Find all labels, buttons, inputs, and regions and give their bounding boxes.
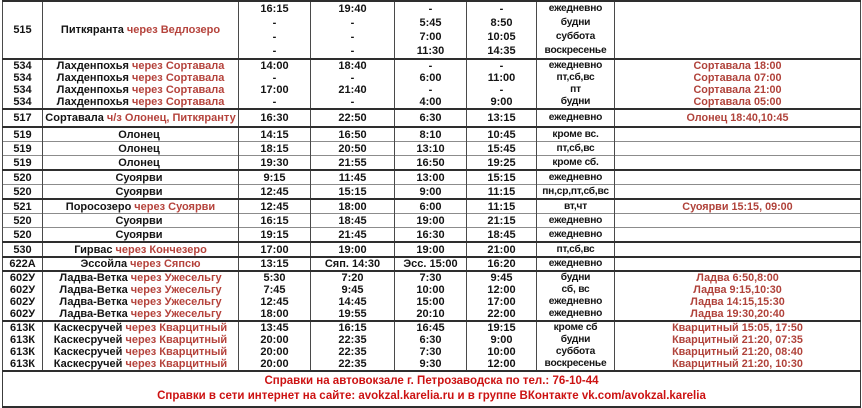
time-return-cell: 19:00 — [395, 242, 467, 257]
route-number-cell: 602У — [3, 296, 43, 308]
schedule-row — [3, 84, 861, 96]
destination-main: Лахденпохья — [56, 84, 129, 96]
route-number-cell: 613К — [3, 334, 43, 346]
route-number-cell: 521 — [3, 199, 43, 214]
route-number-cell: 613К — [3, 346, 43, 358]
route-number-cell: 534 — [3, 96, 43, 109]
days-cell: будни — [537, 16, 615, 30]
days-cell: пт,сб,вс — [537, 242, 615, 257]
time-depart-cell: - — [239, 30, 311, 44]
time-arrive-cell: 21:40 — [311, 84, 395, 96]
time-arrive-cell: 14:45 — [311, 296, 395, 308]
time-arrive-cell: 22:35 — [311, 334, 395, 346]
destination-cell — [43, 271, 239, 284]
route-number-cell: 613К — [3, 321, 43, 334]
days-cell: пт,сб,вс — [537, 72, 615, 84]
destination-cell — [43, 127, 239, 142]
time-return-cell: 16:50 — [395, 156, 467, 171]
time-return-cell: 16:45 — [395, 321, 467, 334]
days-cell: ежедневно — [537, 59, 615, 72]
destination-cell — [43, 296, 239, 308]
route-number-cell: 602У — [3, 271, 43, 284]
destination-via: через Сяпсю — [130, 258, 201, 270]
days-cell: кроме вс. — [537, 127, 615, 142]
route-number-cell: 534 — [3, 59, 43, 72]
destination-cell — [43, 284, 239, 296]
note-cell — [615, 257, 861, 271]
schedule-row — [3, 96, 861, 109]
destination-main: Суоярви — [115, 171, 163, 184]
time-return-cell: 9:30 — [395, 358, 467, 371]
time-arrive-cell: - — [311, 16, 395, 30]
destination-via: через Кварцитный — [125, 322, 228, 334]
time-arrive-cell: 15:15 — [311, 185, 395, 200]
destination-cell — [43, 185, 239, 200]
schedule-row — [3, 242, 861, 257]
time-depart-cell: - — [239, 16, 311, 30]
time-return-arrive-cell: 12:00 — [467, 358, 537, 371]
time-arrive-cell: 19:55 — [311, 308, 395, 321]
days-cell: сб, вс — [537, 284, 615, 296]
time-depart-cell: 16:15 — [239, 1, 311, 16]
time-arrive-cell: Сяп. 14:30 — [311, 257, 395, 271]
time-arrive-cell: 16:15 — [311, 321, 395, 334]
destination-via: через Сортавала — [131, 60, 225, 72]
time-depart-cell: - — [239, 96, 311, 109]
time-return-arrive-cell: - — [467, 84, 537, 96]
time-return-cell: - — [395, 59, 467, 72]
time-return-cell: 7:30 — [395, 346, 467, 358]
time-return-arrive-cell: 19:25 — [467, 156, 537, 171]
destination-via: через Ужесельгу — [130, 296, 222, 308]
time-arrive-cell: 11:45 — [311, 170, 395, 185]
time-return-arrive-cell: 22:00 — [467, 308, 537, 321]
days-cell: пн,ср,пт,сб,вс — [537, 185, 615, 200]
note-cell — [615, 142, 861, 156]
time-return-cell: 11:30 — [395, 44, 467, 59]
time-return-arrive-cell: 13:15 — [467, 109, 537, 127]
route-number-cell: 602У — [3, 284, 43, 296]
bus-schedule-table — [2, 0, 861, 408]
time-return-arrive-cell: 21:00 — [467, 242, 537, 257]
time-depart-cell: - — [239, 72, 311, 84]
time-return-cell: 16:30 — [395, 228, 467, 243]
time-depart-cell: 16:30 — [239, 109, 311, 127]
destination-main: Ладва-Ветка — [59, 296, 128, 308]
note-cell — [615, 16, 861, 30]
destination-cell — [43, 214, 239, 228]
time-return-arrive-cell: 9:00 — [467, 96, 537, 109]
note-cell: Кварцитный 21:20, 08:40 — [615, 346, 861, 358]
destination-via: через Сортавала — [131, 72, 225, 84]
note-cell — [615, 30, 861, 44]
destination-main: Олонец — [118, 156, 160, 169]
time-return-cell: 4:00 — [395, 96, 467, 109]
time-depart-cell: 20:00 — [239, 358, 311, 371]
note-cell: Ладва 9:15,10:30 — [615, 284, 861, 296]
note-cell: Кварцитный 15:05, 17:50 — [615, 321, 861, 334]
note-cell — [615, 127, 861, 142]
time-return-cell: 7:30 — [395, 271, 467, 284]
time-return-cell: 9:00 — [395, 185, 467, 200]
schedule-rows — [3, 1, 861, 371]
time-depart-cell: 20:00 — [239, 334, 311, 346]
route-number-cell: 520 — [3, 214, 43, 228]
note-cell — [615, 185, 861, 200]
time-return-arrive-cell: 12:00 — [467, 284, 537, 296]
time-depart-cell: 20:00 — [239, 346, 311, 358]
route-number-cell: 534 — [3, 72, 43, 84]
time-arrive-cell: 22:35 — [311, 346, 395, 358]
destination-via: через Ужесельгу — [130, 308, 222, 320]
days-cell: ежедневно — [537, 308, 615, 321]
route-number-cell: 520 — [3, 228, 43, 243]
note-cell — [615, 214, 861, 228]
time-arrive-cell: 18:40 — [311, 59, 395, 72]
destination-via: через Сортавала — [131, 84, 225, 96]
note-cell: Сортавала 05:00 — [615, 96, 861, 109]
days-cell: будни — [537, 271, 615, 284]
note-cell: Кварцитный 21:20, 10:30 — [615, 358, 861, 371]
destination-via: через Ужесельгу — [130, 284, 222, 296]
time-arrive-cell: 22:50 — [311, 109, 395, 127]
destination-main: Суоярви — [115, 228, 163, 241]
destination-main: Суоярви — [115, 185, 163, 198]
destination-main: Ладва-Ветка — [59, 284, 128, 296]
destination-main: Ладва-Ветка — [59, 308, 128, 320]
days-cell: вт,чт — [537, 199, 615, 214]
footer-row-web — [3, 389, 861, 407]
destination-cell — [43, 358, 239, 371]
time-return-arrive-cell: 10:00 — [467, 346, 537, 358]
schedule-row — [3, 271, 861, 284]
destination-cell — [43, 228, 239, 243]
days-cell: ежедневно — [537, 228, 615, 243]
days-cell: будни — [537, 96, 615, 109]
destination-cell — [43, 242, 239, 257]
time-return-cell: 8:10 — [395, 127, 467, 142]
time-arrive-cell: 21:45 — [311, 228, 395, 243]
days-cell: ежедневно — [537, 214, 615, 228]
days-cell: ежедневно — [537, 109, 615, 127]
time-return-arrive-cell: - — [467, 59, 537, 72]
route-number-cell: 622А — [3, 257, 43, 271]
time-return-cell: - — [395, 84, 467, 96]
time-depart-cell: 18:15 — [239, 142, 311, 156]
days-cell: ежедневно — [537, 1, 615, 16]
days-cell: суббота — [537, 30, 615, 44]
schedule-row — [3, 358, 861, 371]
footer-web-text: Справки в сети интернет на сайте: avokzal.karelia.ru и в группе ВКонтакте vk.com/avokzal.karelia — [3, 389, 861, 407]
schedule-row — [3, 72, 861, 84]
destination-cell — [43, 109, 239, 127]
destination-cell — [43, 346, 239, 358]
note-cell: Ладва 14:15,15:30 — [615, 296, 861, 308]
schedule-row — [3, 296, 861, 308]
time-depart-cell: 18:00 — [239, 308, 311, 321]
schedule-row — [3, 346, 861, 358]
time-return-arrive-cell: 11:15 — [467, 185, 537, 200]
time-arrive-cell: - — [311, 44, 395, 59]
time-depart-cell: 14:00 — [239, 59, 311, 72]
time-depart-cell: 16:15 — [239, 214, 311, 228]
destination-main: Лахденпохья — [56, 72, 129, 84]
note-cell — [615, 170, 861, 185]
destination-cell — [43, 72, 239, 84]
time-depart-cell: 7:45 — [239, 284, 311, 296]
destination-main: Олонец — [118, 142, 160, 155]
time-return-arrive-cell: 17:00 — [467, 296, 537, 308]
time-return-arrive-cell: 10:45 — [467, 127, 537, 142]
schedule-row — [3, 284, 861, 296]
time-arrive-cell: 9:45 — [311, 284, 395, 296]
time-depart-cell: 19:30 — [239, 156, 311, 171]
destination-via: ч/з Олонец, Питкяранту — [106, 112, 236, 124]
destination-main: Каскесручей — [53, 358, 123, 370]
time-arrive-cell: 21:55 — [311, 156, 395, 171]
time-depart-cell: 12:45 — [239, 296, 311, 308]
destination-via: через Кварцитный — [125, 346, 228, 358]
destination-main: Питкяранта — [60, 24, 124, 36]
time-depart-cell: 17:00 — [239, 84, 311, 96]
time-return-cell: 6:30 — [395, 109, 467, 127]
time-return-arrive-cell: 11:15 — [467, 199, 537, 214]
time-arrive-cell: 19:00 — [311, 242, 395, 257]
time-return-cell: - — [395, 1, 467, 16]
note-cell: Ладва 6:50,8:00 — [615, 271, 861, 284]
time-return-cell: 6:00 — [395, 72, 467, 84]
time-depart-cell: 14:15 — [239, 127, 311, 142]
schedule-row — [3, 334, 861, 346]
destination-cell — [43, 59, 239, 72]
destination-cell — [43, 156, 239, 171]
destination-main: Эссойла — [80, 258, 128, 270]
destination-main: Поросозеро — [65, 200, 132, 213]
time-arrive-cell: - — [311, 30, 395, 44]
schedule-row — [3, 1, 861, 16]
schedule-row — [3, 142, 861, 156]
note-cell: Кварцитный 21:20, 07:35 — [615, 334, 861, 346]
time-arrive-cell: 7:20 — [311, 271, 395, 284]
schedule-row — [3, 214, 861, 228]
time-return-arrive-cell: 10:05 — [467, 30, 537, 44]
destination-via: через Кончезеро — [115, 243, 207, 256]
note-cell — [615, 242, 861, 257]
schedule-row — [3, 308, 861, 321]
days-cell: ежедневно — [537, 257, 615, 271]
destination-main: Каскесручей — [53, 334, 123, 346]
time-arrive-cell: - — [311, 72, 395, 84]
schedule-row — [3, 199, 861, 214]
time-return-cell: 10:00 — [395, 284, 467, 296]
time-depart-cell: - — [239, 44, 311, 59]
note-cell — [615, 228, 861, 243]
time-return-cell: 6:00 — [395, 199, 467, 214]
time-return-arrive-cell: 16:20 — [467, 257, 537, 271]
destination-cell — [43, 334, 239, 346]
time-depart-cell: 9:15 — [239, 170, 311, 185]
route-number-cell: 519 — [3, 156, 43, 171]
footer-phone-text: Справки на автовокзале г. Петрозаводска по тел.: 76-10-44 — [3, 371, 861, 389]
destination-cell — [43, 308, 239, 321]
destination-cell — [43, 257, 239, 271]
time-return-arrive-cell: 15:15 — [467, 170, 537, 185]
destination-main: Каскесручей — [53, 346, 123, 358]
destination-cell — [43, 1, 239, 59]
days-cell: суббота — [537, 346, 615, 358]
time-depart-cell: 12:45 — [239, 199, 311, 214]
destination-via: через Кварцитный — [125, 334, 228, 346]
schedule-row — [3, 109, 861, 127]
time-return-cell: 19:00 — [395, 214, 467, 228]
note-cell: Сортавала 07:00 — [615, 72, 861, 84]
schedule-row — [3, 228, 861, 243]
time-depart-cell: 13:45 — [239, 321, 311, 334]
days-cell: пт,сб,вс — [537, 142, 615, 156]
destination-cell — [43, 321, 239, 334]
time-arrive-cell: 19:40 — [311, 1, 395, 16]
time-return-cell: 13:10 — [395, 142, 467, 156]
destination-via: через Сортавала — [131, 96, 225, 108]
days-cell: кроме сб. — [537, 156, 615, 171]
time-return-arrive-cell: - — [467, 1, 537, 16]
time-return-arrive-cell: 18:45 — [467, 228, 537, 243]
time-depart-cell: 12:45 — [239, 185, 311, 200]
days-cell: воскресенье — [537, 358, 615, 371]
days-cell: ежедневно — [537, 296, 615, 308]
schedule-row — [3, 127, 861, 142]
route-number-cell: 519 — [3, 127, 43, 142]
note-cell — [615, 1, 861, 16]
destination-main: Лахденпохья — [56, 96, 129, 108]
time-arrive-cell: 16:50 — [311, 127, 395, 142]
destination-cell — [43, 170, 239, 185]
route-number-cell: 530 — [3, 242, 43, 257]
time-return-arrive-cell: 14:35 — [467, 44, 537, 59]
destination-main: Суоярви — [115, 214, 163, 227]
footer-row-phone — [3, 371, 861, 389]
destination-cell — [43, 96, 239, 109]
destination-main: Олонец — [118, 128, 160, 141]
destination-cell — [43, 84, 239, 96]
note-cell: Суоярви 15:15, 09:00 — [615, 199, 861, 214]
time-return-arrive-cell: 9:00 — [467, 334, 537, 346]
time-depart-cell: 17:00 — [239, 242, 311, 257]
time-return-cell: 20:10 — [395, 308, 467, 321]
schedule-row — [3, 321, 861, 334]
route-number-cell: 515 — [3, 1, 43, 59]
schedule-row — [3, 156, 861, 171]
destination-via: через Суоярви — [134, 200, 216, 213]
footer-section — [3, 371, 861, 407]
note-cell: Сортавала 18:00 — [615, 59, 861, 72]
time-return-arrive-cell: 15:45 — [467, 142, 537, 156]
days-cell: кроме сб — [537, 321, 615, 334]
note-cell: Олонец 18:40,10:45 — [615, 109, 861, 127]
note-cell — [615, 156, 861, 171]
time-return-cell: 5:45 — [395, 16, 467, 30]
time-arrive-cell: - — [311, 96, 395, 109]
time-return-arrive-cell: 8:50 — [467, 16, 537, 30]
days-cell: воскресенье — [537, 44, 615, 59]
route-number-cell: 519 — [3, 142, 43, 156]
time-return-cell: 6:30 — [395, 334, 467, 346]
note-cell — [615, 44, 861, 59]
time-arrive-cell: 20:50 — [311, 142, 395, 156]
route-number-cell: 602У — [3, 308, 43, 321]
days-cell: будни — [537, 334, 615, 346]
destination-cell — [43, 199, 239, 214]
destination-main: Ладва-Ветка — [59, 272, 128, 284]
time-return-cell: 7:00 — [395, 30, 467, 44]
note-cell: Сортавала 21:00 — [615, 84, 861, 96]
schedule-row — [3, 185, 861, 200]
time-depart-cell: 13:15 — [239, 257, 311, 271]
time-return-cell: 13:00 — [395, 170, 467, 185]
time-return-cell: Эсс. 15:00 — [395, 257, 467, 271]
days-cell: пт — [537, 84, 615, 96]
schedule-row — [3, 170, 861, 185]
destination-via: через Ужесельгу — [130, 272, 222, 284]
destination-via: через Кварцитный — [125, 358, 228, 370]
time-depart-cell: 19:15 — [239, 228, 311, 243]
destination-main: Лахденпохья — [56, 60, 129, 72]
time-arrive-cell: 22:35 — [311, 358, 395, 371]
note-cell: Ладва 19:30,20:40 — [615, 308, 861, 321]
route-number-cell: 520 — [3, 185, 43, 200]
destination-main: Сортавала — [45, 112, 104, 124]
destination-main: Каскесручей — [53, 322, 123, 334]
time-arrive-cell: 18:45 — [311, 214, 395, 228]
route-number-cell: 517 — [3, 109, 43, 127]
time-return-arrive-cell: 9:45 — [467, 271, 537, 284]
time-return-arrive-cell: 11:00 — [467, 72, 537, 84]
route-number-cell: 534 — [3, 84, 43, 96]
route-number-cell: 613К — [3, 358, 43, 371]
schedule-row — [3, 257, 861, 271]
schedule-row — [3, 59, 861, 72]
destination-via: через Ведлозеро — [126, 24, 221, 36]
time-depart-cell: 5:30 — [239, 271, 311, 284]
route-number-cell: 520 — [3, 170, 43, 185]
destination-cell — [43, 142, 239, 156]
time-return-cell: 15:00 — [395, 296, 467, 308]
time-arrive-cell: 18:00 — [311, 199, 395, 214]
time-return-arrive-cell: 19:15 — [467, 321, 537, 334]
time-return-arrive-cell: 21:15 — [467, 214, 537, 228]
destination-main: Гирвас — [74, 243, 113, 256]
days-cell: ежедневно — [537, 170, 615, 185]
